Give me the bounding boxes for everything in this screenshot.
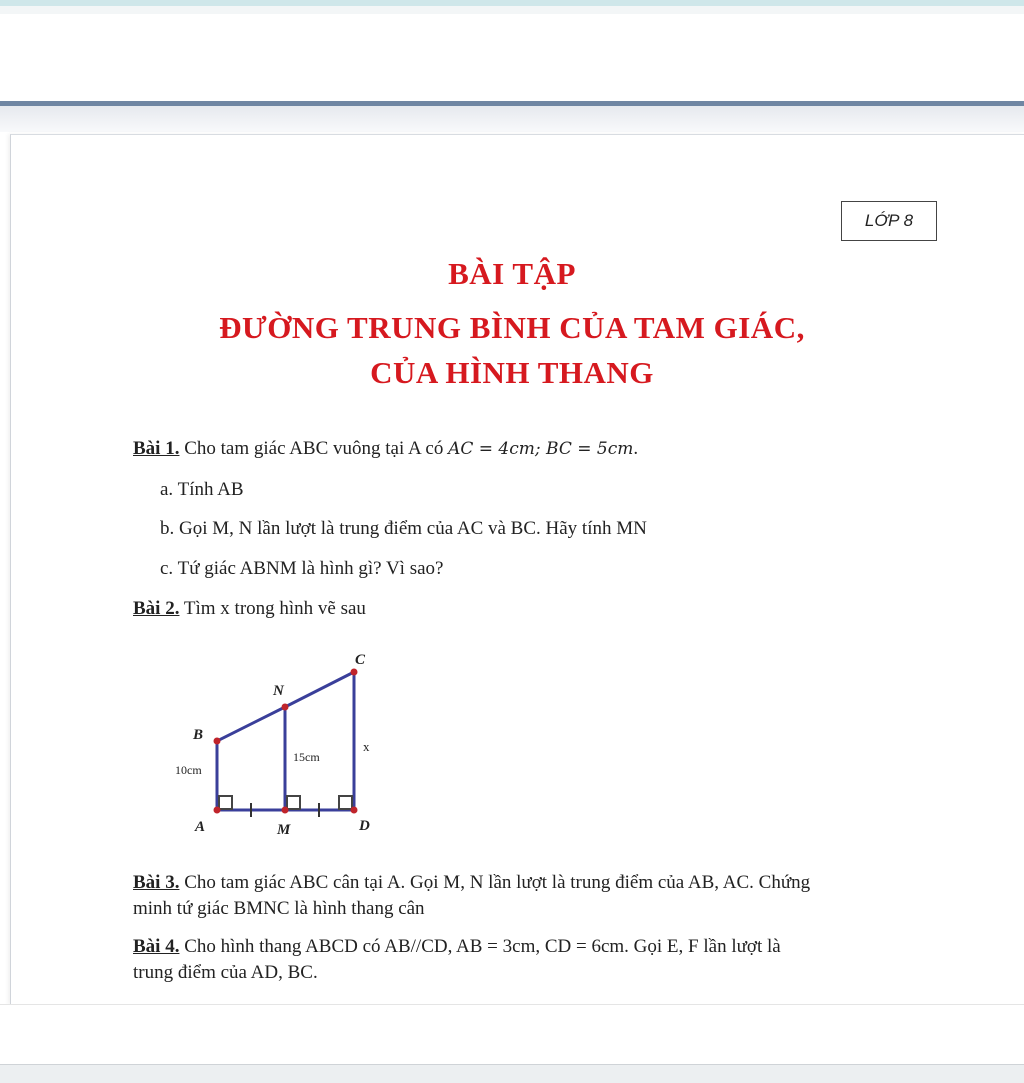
right-angle-m	[287, 796, 300, 809]
exercise-2-label: Bài 2.	[133, 598, 180, 619]
exercise-1	[133, 438, 638, 460]
label-mn-length: 15cm	[293, 750, 320, 764]
vertex-n	[282, 704, 289, 711]
exercise-3-label: Bài 3.	[133, 872, 180, 893]
label-a: A	[195, 819, 206, 835]
label-n: N	[273, 683, 284, 699]
exercise-4-line-2: trung điểm của AD, BC.	[133, 962, 318, 983]
vertex-b	[214, 738, 221, 745]
vertex-a	[214, 807, 221, 814]
exercise-4-label: Bài 4.	[133, 936, 180, 957]
vertex-m	[282, 807, 289, 814]
exercise-3-line-2: minh tứ giác BMNC là hình thang cân	[133, 898, 425, 919]
exercise-2-text: Tìm x trong hình vẽ sau	[183, 598, 366, 619]
exercise-3-line-1	[133, 872, 810, 894]
exercise-1-part-c: c. Tứ giác ABNM là hình gì? Vì sao?	[160, 558, 444, 579]
exercise-1-part-a: a. Tính AB	[160, 479, 244, 500]
header-rule-shadow	[0, 106, 1024, 132]
label-cd-length: x	[363, 739, 370, 754]
exercise-1-tail: .	[633, 438, 639, 459]
bottom-bar	[0, 1004, 1024, 1065]
exercise-1-part-b: b. Gọi M, N lần lượt là trung điểm của AC và BC. Hãy tính MN	[160, 518, 647, 539]
top-strip-shadow	[0, 6, 1024, 14]
title-line-2: ĐƯỜNG TRUNG BÌNH CỦA TAM GIÁC,	[219, 310, 805, 345]
exercise-4-line-1	[133, 936, 781, 958]
exercise-1-label: Bài 1.	[133, 438, 180, 459]
label-b: B	[193, 727, 204, 743]
exercise-2	[133, 598, 366, 620]
exercise-4-text: Cho hình thang ABCD có AB//CD, AB = 3cm, CD = 6cm. Gọi E, F lần lượt là	[184, 936, 781, 957]
exercise-3-text: Cho tam giác ABC cân tại A. Gọi M, N lần lượt là trung điểm của AB, AC. Chứng	[184, 872, 811, 893]
title-line-1: BÀI TẬP	[448, 256, 576, 291]
grade-label: LỚP 8	[841, 201, 937, 241]
label-m: M	[277, 822, 291, 838]
title-line-3: CỦA HÌNH THANG	[370, 355, 654, 390]
right-angle-d	[339, 796, 352, 809]
vertex-d	[351, 807, 358, 814]
vertex-c	[351, 669, 358, 676]
label-c: C	[355, 652, 366, 668]
trapezoid-figure	[165, 640, 395, 845]
right-angle-a	[219, 796, 232, 809]
label-d: D	[359, 818, 370, 834]
bottom-scroll-edge	[0, 1064, 1024, 1083]
label-ab-length: 10cm	[175, 763, 202, 777]
exercise-1-math: AC = 4cm; BC = 5cm	[448, 439, 634, 459]
exercise-1-text: Cho tam giác ABC vuông tại A có	[184, 438, 444, 459]
